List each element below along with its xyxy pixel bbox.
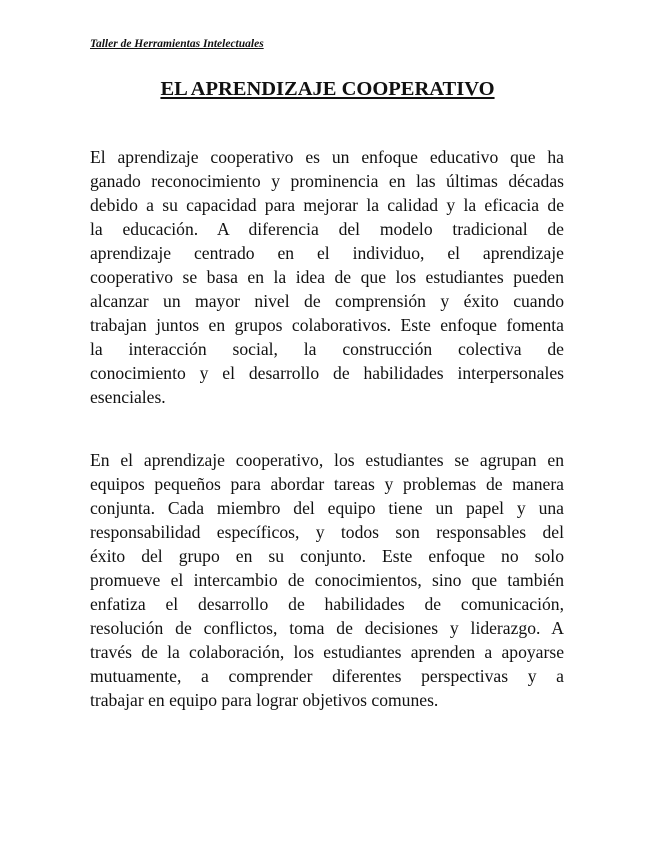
text-line: esenciales. <box>90 387 166 407</box>
text-line: conocimiento y el desarrollo de habilidades interpersonales <box>90 363 564 383</box>
text-line: la educación. A diferencia del modelo tradicional de <box>90 219 564 239</box>
running-header: Taller de Herramientas Intelectuales <box>90 38 264 50</box>
text-line: responsabilidad específicos, y todos son responsables del <box>90 522 564 542</box>
text-line: aprendizaje centrado en el individuo, el aprendizaje <box>90 243 564 263</box>
text-line: la interacción social, la construcción colectiva de <box>90 339 564 359</box>
text-line: ganado reconocimiento y prominencia en las últimas décadas <box>90 171 564 191</box>
text-line: En el aprendizaje cooperativo, los estudiantes se agrupan en <box>90 450 564 470</box>
text-line: trabajan juntos en grupos colaborativos. Este enfoque fomenta <box>90 315 564 335</box>
text-line: alcanzar un mayor nivel de comprensión y éxito cuando <box>90 291 564 311</box>
text-line: través de la colaboración, los estudiantes aprenden a apoyarse <box>90 642 564 662</box>
text-line: promueve el intercambio de conocimientos, sino que también <box>90 570 564 590</box>
document-title: EL APRENDIZAJE COOPERATIVO <box>160 78 495 100</box>
text-line: enfatiza el desarrollo de habilidades de comunicación, <box>90 594 564 614</box>
text-line: equipos pequeños para abordar tareas y problemas de manera <box>90 474 564 494</box>
text-line: El aprendizaje cooperativo es un enfoque educativo que ha <box>90 147 564 167</box>
text-line: trabajar en equipo para lograr objetivos comunes. <box>90 690 439 710</box>
paragraph-2 <box>90 448 564 712</box>
text-line: mutuamente, a comprender diferentes perspectivas y a <box>90 666 564 686</box>
text-line: debido a su capacidad para mejorar la calidad y la eficacia de <box>90 195 564 215</box>
paragraph-1 <box>90 145 564 409</box>
text-line: conjunta. Cada miembro del equipo tiene un papel y una <box>90 498 564 518</box>
text-line: resolución de conflictos, toma de decisiones y liderazgo. A <box>90 618 564 638</box>
text-line: éxito del grupo en su conjunto. Este enfoque no solo <box>90 546 564 566</box>
text-line: cooperativo se basa en la idea de que los estudiantes pueden <box>90 267 564 287</box>
